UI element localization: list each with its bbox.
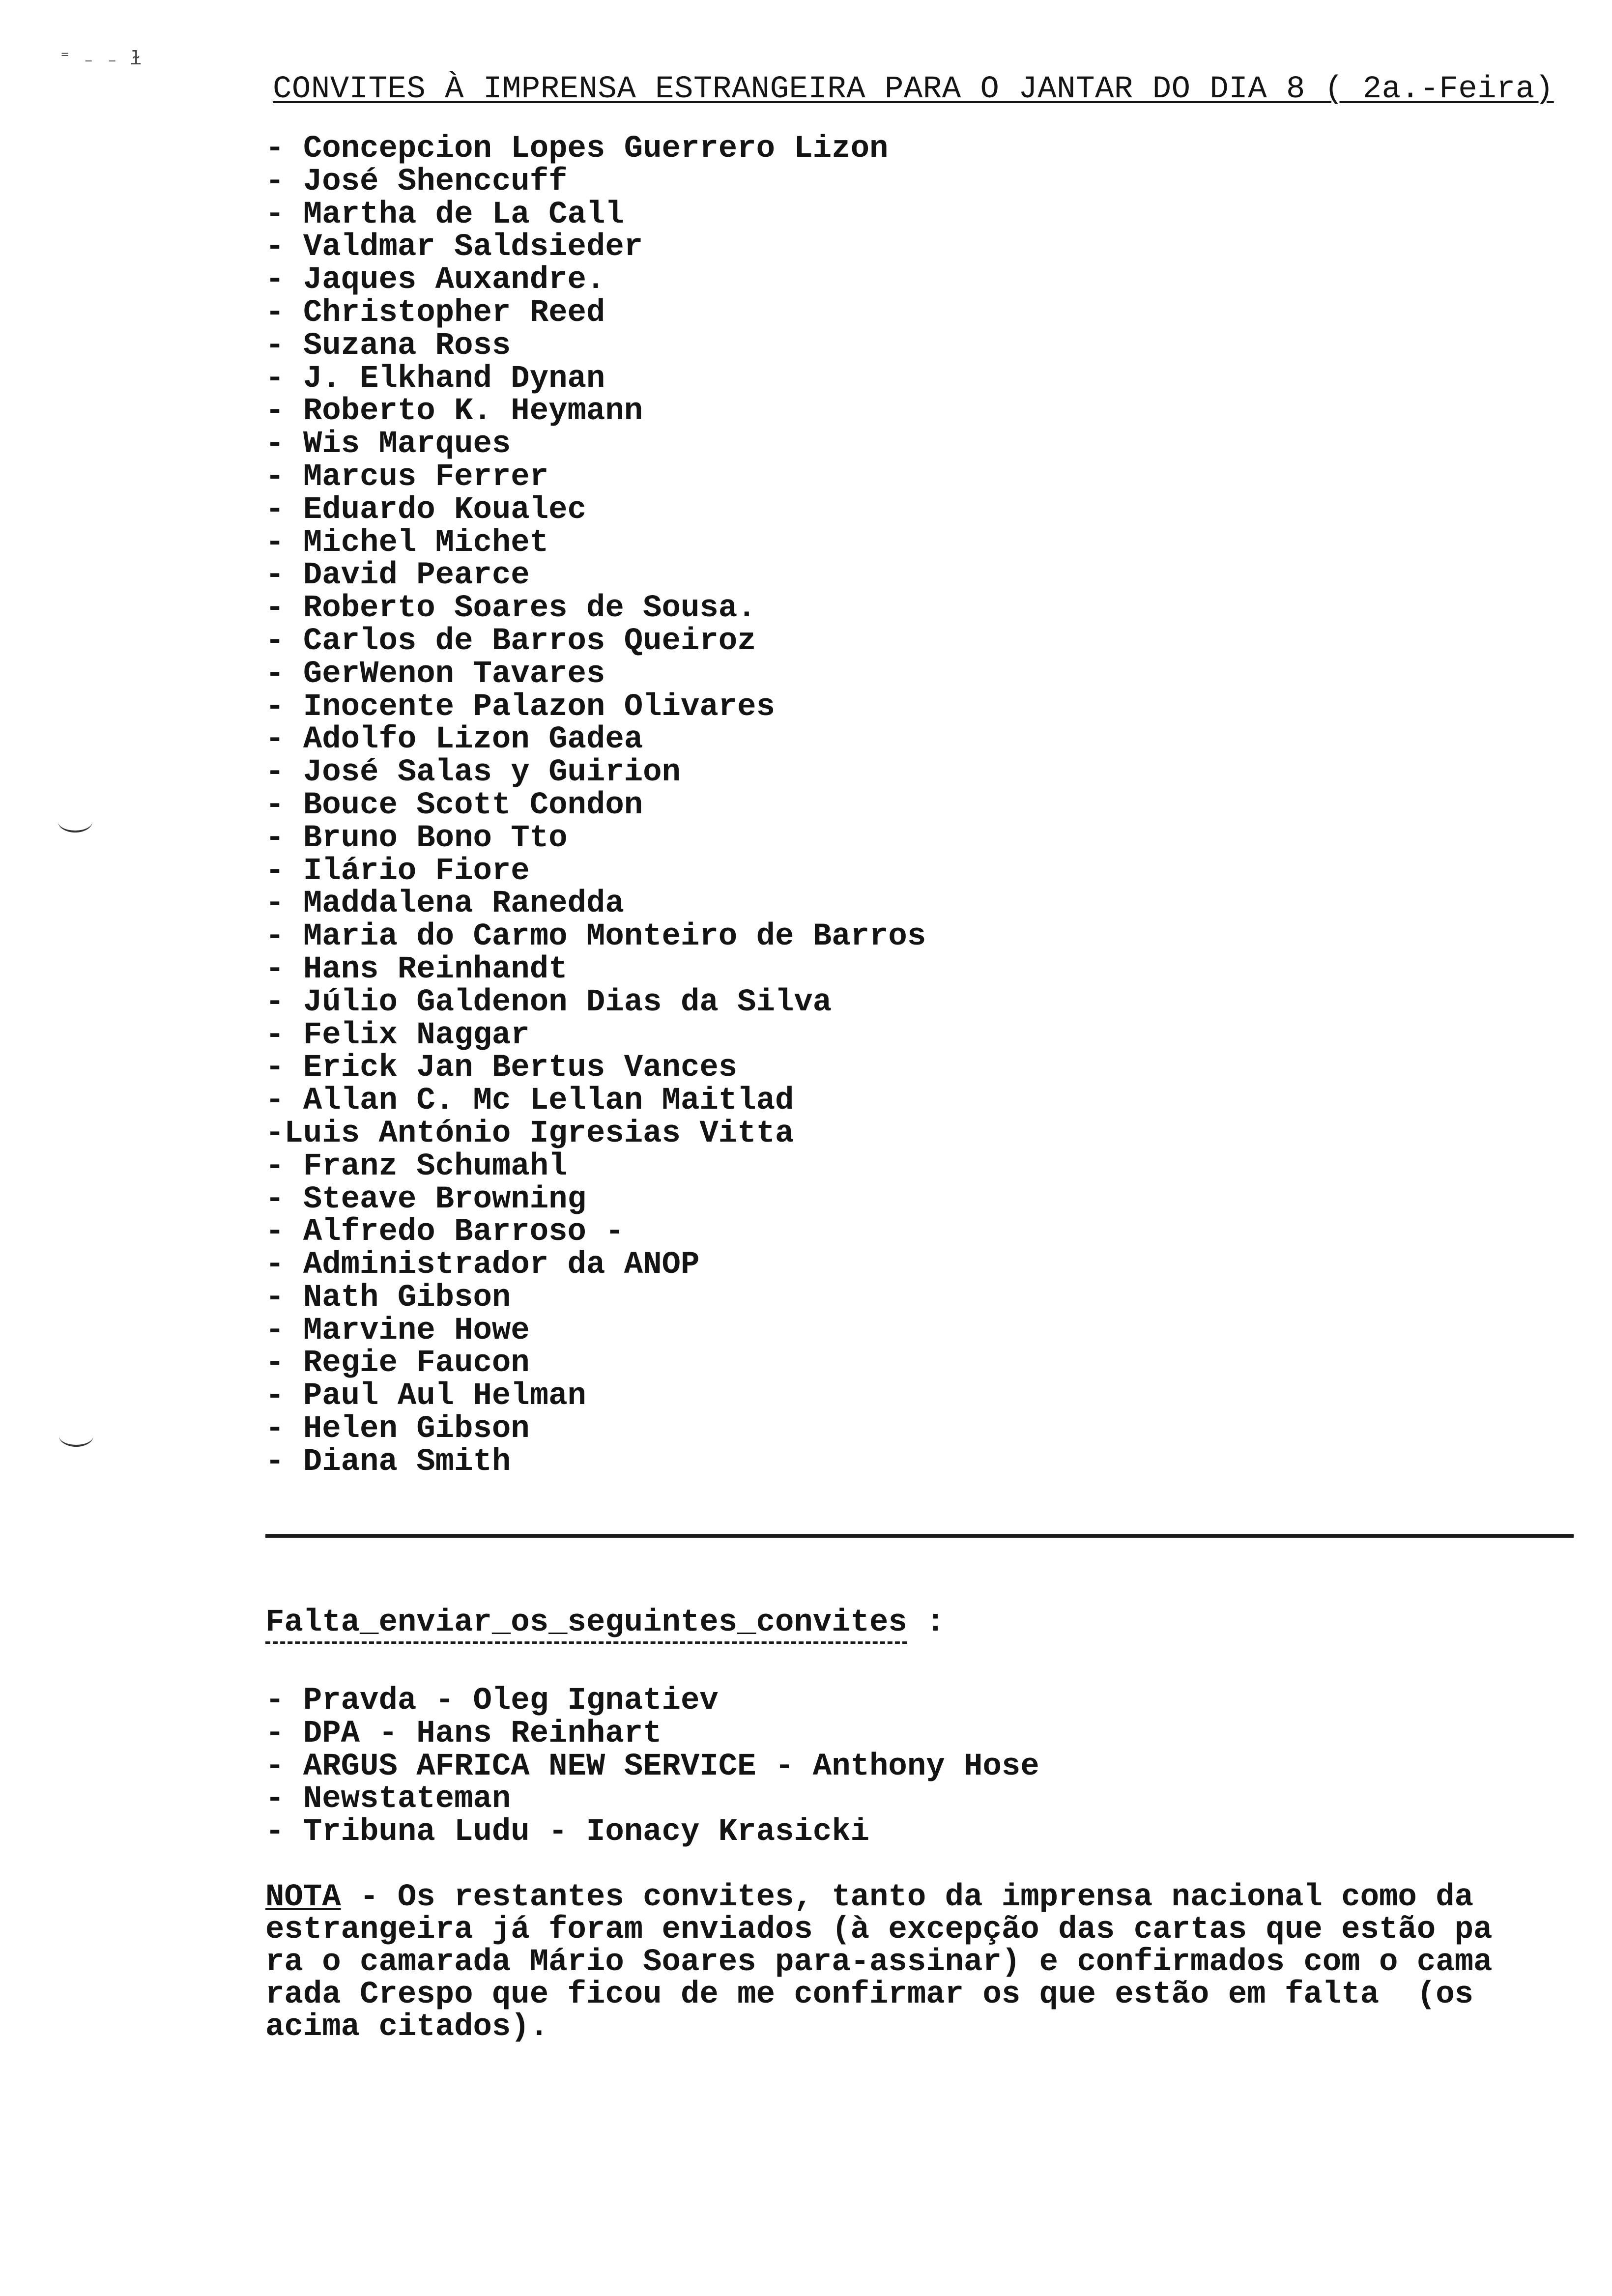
note-dash: - (341, 1880, 398, 1915)
list-item: - Carlos de Barros Queiroz (265, 623, 756, 659)
list-item: - David Pearce (265, 558, 530, 594)
list-item: - Marcus Ferrer (265, 459, 549, 495)
pending-invitations-heading (265, 1603, 945, 1642)
margin-mark (59, 1425, 93, 1447)
list-item: - Regie Faucon (265, 1346, 530, 1381)
list-item: - Valdmar Saldsieder (265, 230, 643, 265)
pending-heading-colon: : (907, 1605, 945, 1640)
pending-invitations-list (265, 1685, 1039, 1849)
note-text: Os restantes convites, tanto da imprensa nacional como da estrangeira já foram enviados (à excepção das cartas que estão pa ra o camarada Mário Soares para-assinar) e confirmados com o cama rada Crespo que ficou de me confirmar os que estão em falta (os acima citados). (265, 1880, 1493, 2045)
list-item: - Nath Gibson (265, 1280, 511, 1316)
pending-heading-text: Falta_enviar_os_seguintes_convites (265, 1605, 907, 1644)
list-item: - Hans Reinhandt (265, 951, 568, 987)
list-item: - Ilário Fiore (265, 853, 530, 889)
list-item: - Concepcion Lopes Guerrero Lizon (265, 131, 889, 167)
list-item: - Allan C. Mc Lellan Maitlad (265, 1083, 794, 1119)
list-item: - José Salas y Guirion (265, 755, 681, 791)
list-item: - Franz Schumahl (265, 1148, 568, 1184)
list-item: - Inocente Palazon Olivares (265, 689, 775, 725)
list-item: - Maria do Carmo Monteiro de Barros (265, 919, 926, 955)
list-item: - Bouce Scott Condon (265, 787, 643, 823)
list-item: - J. Elkhand Dynan (265, 361, 605, 397)
list-item: - Adolfo Lizon Gadea (265, 722, 643, 758)
list-item: - Felix Naggar (265, 1017, 530, 1053)
list-item: - GerWenon Tavares (265, 656, 605, 692)
page-title: CONVITES À IMPRENSA ESTRANGEIRA PARA O JANTAR DO DIA 8 ( 2a.-Feira) (273, 72, 1554, 107)
note-paragraph (265, 1881, 1583, 2043)
list-item: - Roberto Soares de Sousa. (265, 591, 756, 627)
list-item: - Wis Marques (265, 427, 511, 462)
list-item: - Christopher Reed (265, 295, 605, 331)
list-item: - José Shenccuff (265, 164, 568, 200)
list-item: - Helen Gibson (265, 1411, 530, 1447)
list-item: - Júlio Galdenon Dias da Silva (265, 984, 832, 1020)
note-label: NOTA (265, 1880, 341, 1915)
list-item: - Suzana Ross (265, 328, 511, 364)
list-item: - Tribuna Ludu - Ionacy Krasicki (265, 1814, 869, 1850)
list-item: - Maddalena Ranedda (265, 886, 624, 922)
section-divider (265, 1534, 1574, 1538)
list-item: - DPA - Hans Reinhart (265, 1716, 662, 1751)
margin-mark (58, 811, 92, 832)
list-item: - Administrador da ANOP (265, 1247, 700, 1283)
corner-mark: ⁼ ₋ ₋ ɫ (59, 49, 142, 71)
list-item: - Alfredo Barroso - (265, 1214, 624, 1250)
list-item: - Steave Browning (265, 1181, 586, 1217)
list-item: - Marvine Howe (265, 1313, 530, 1349)
list-item: - Newstateman (265, 1781, 511, 1817)
list-item: - Erick Jan Bertus Vances (265, 1050, 738, 1086)
list-item: - Diana Smith (265, 1444, 511, 1480)
list-item: - Paul Aul Helman (265, 1378, 586, 1414)
list-item: - Pravda - Oleg Ignatiev (265, 1683, 719, 1719)
list-item: - Martha de La Call (265, 197, 624, 232)
list-item: -Luis António Igresias Vitta (265, 1116, 794, 1151)
list-item: - Michel Michet (265, 525, 549, 561)
list-item: - ARGUS AFRICA NEW SERVICE - Anthony Hose (265, 1749, 1039, 1784)
list-item: - Jaques Auxandre. (265, 262, 605, 298)
list-item: - Roberto K. Heymann (265, 394, 643, 430)
invited-guest-list (265, 133, 926, 1479)
list-item: - Bruno Bono Tto (265, 820, 568, 856)
list-item: - Eduardo Koualec (265, 492, 586, 528)
